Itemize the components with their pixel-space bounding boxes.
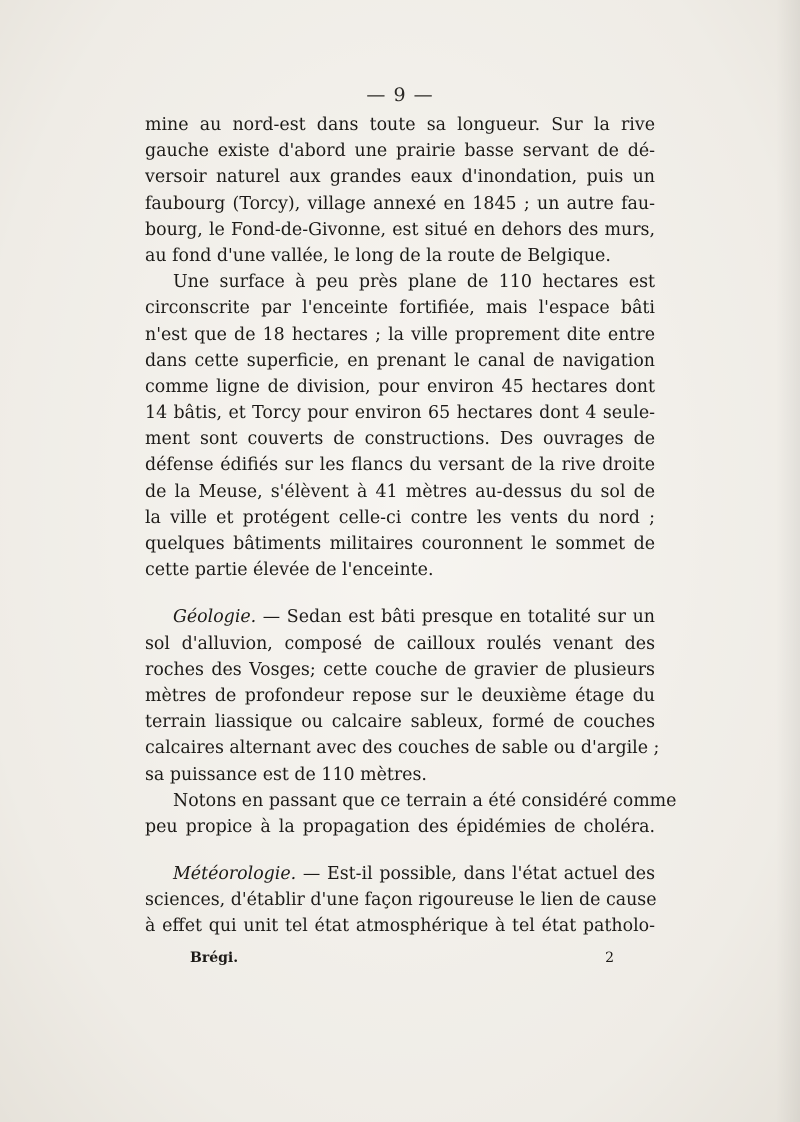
text-line: au fond d'une vallée, le long de la route de Belgique. bbox=[145, 245, 611, 266]
geologie-heading: Géologie. bbox=[173, 607, 257, 628]
page-footer bbox=[190, 950, 614, 970]
text-line: la ville et protégent celle-ci contre les vents du nord ; bbox=[145, 507, 655, 528]
text-line: gauche existe d'abord une prairie basse servant de dé- bbox=[145, 141, 655, 162]
text-line: Une surface à peu près plane de 110 hectares est bbox=[173, 272, 655, 293]
text-line: sciences, d'établir d'une façon rigoureuse le lien de cause bbox=[145, 890, 657, 911]
text-line: cette partie élevée de l'enceinte. bbox=[145, 560, 434, 581]
text-line: quelques bâtiments militaires couronnent le sommet de bbox=[145, 534, 655, 554]
text-line: dans cette superficie, en prenant le canal de navigation bbox=[145, 350, 655, 371]
meteorologie-first-line-text: — Est-il possible, dans l'état actuel des bbox=[296, 864, 655, 885]
text-line: Notons en passant que ce terrain a été considéré comme bbox=[173, 790, 677, 811]
text-line: 14 bâtis, et Torcy pour environ 65 hectares dont 4 seule- bbox=[145, 403, 655, 424]
text-line: circonscrite par l'enceinte fortifiée, mais l'espace bâti bbox=[145, 298, 655, 319]
text-line: mètres de profondeur repose sur le deuxième étage du bbox=[145, 685, 655, 706]
page-edge-shadow bbox=[776, 0, 800, 1122]
signature-mark: Brégi. bbox=[190, 950, 239, 966]
section-gap bbox=[145, 583, 655, 604]
text-line: calcaires alternant avec des couches de sable ou d'argile ; bbox=[145, 738, 660, 759]
text-line: sa puissance est de 110 mètres. bbox=[145, 764, 427, 785]
body-text bbox=[145, 112, 677, 940]
text-line: ment sont couverts de constructions. Des ouvrages de bbox=[145, 429, 655, 450]
geologie-first-line-text: — Sedan est bâti presque en totalité sur un bbox=[256, 607, 655, 628]
text-line: roches des Vosges; cette couche de gravier de plusieurs bbox=[145, 659, 655, 680]
text-line: mine au nord-est dans toute sa longueur. Sur la rive bbox=[145, 115, 655, 135]
text-line: comme ligne de division, pour environ 45 hectares dont bbox=[145, 376, 655, 397]
meteorologie-first-line bbox=[145, 861, 655, 887]
page-number: — 9 — bbox=[366, 84, 434, 106]
sheet-number: 2 bbox=[605, 950, 614, 966]
section-gap bbox=[145, 840, 655, 861]
text-line: à effet qui unit tel état atmosphérique à tel état patholo- bbox=[145, 916, 655, 937]
text-line: versoir naturel aux grandes eaux d'inondation, puis un bbox=[145, 167, 655, 188]
text-line: défense édifiés sur les flancs du versant de la rive droite bbox=[145, 455, 655, 476]
geologie-first-line bbox=[145, 604, 655, 630]
text-line: bourg, le Fond-de-Givonne, est situé en dehors des murs, bbox=[145, 219, 655, 240]
text-line: peu propice à la propagation des épidémies de choléra. bbox=[145, 816, 655, 837]
meteorologie-heading: Météorologie. bbox=[173, 864, 297, 885]
text-line: n'est que de 18 hectares ; la ville proprement dite entre bbox=[145, 324, 655, 345]
text-line: terrain liassique ou calcaire sableux, formé de couches bbox=[145, 712, 655, 733]
text-line: sol d'alluvion, composé de cailloux roulés venant des bbox=[145, 633, 655, 654]
text-line: faubourg (Torcy), village annexé en 1845 ; un autre fau- bbox=[145, 193, 655, 214]
text-line: de la Meuse, s'élèvent à 41 mètres au-dessus du sol de bbox=[145, 481, 655, 502]
